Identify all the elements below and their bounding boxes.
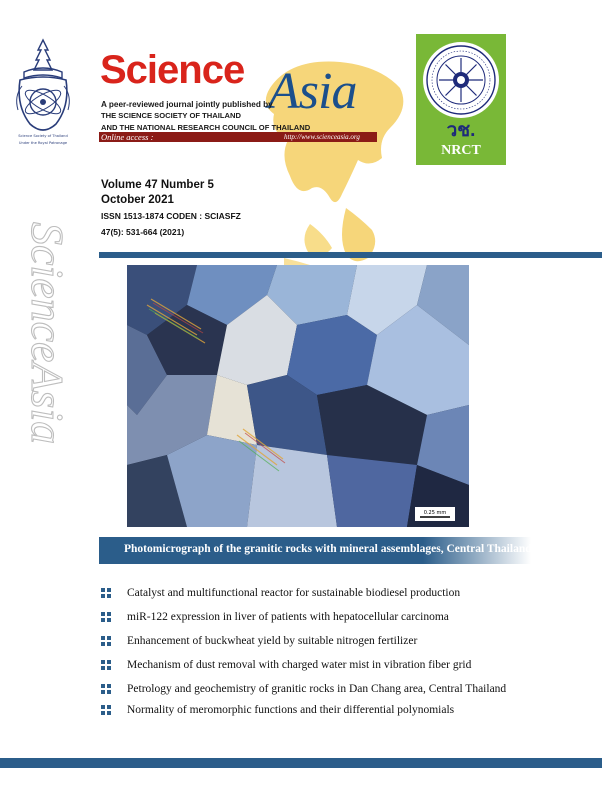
article-item[interactable] bbox=[101, 609, 449, 625]
bullet-icon bbox=[101, 660, 111, 670]
nrct-seal-icon bbox=[421, 40, 501, 120]
society-seal-logo bbox=[10, 36, 76, 148]
article-title: Normality of meromorphic functions and their differential polynomials bbox=[127, 704, 455, 716]
online-access-label: Online access : bbox=[101, 132, 154, 142]
cover-caption: Photomicrograph of the granitic rocks with mineral assemblages, Central Thailand bbox=[124, 543, 532, 555]
issue-issn: ISSN 1513-1874 CODEN : SCIASFZ bbox=[101, 211, 241, 221]
publisher-council: AND THE NATIONAL RESEARCH COUNCIL OF THAILAND bbox=[101, 123, 311, 132]
online-access-url[interactable]: http://www.scienceasia.org bbox=[284, 133, 360, 141]
article-title: Mechanism of dust removal with charged water mist in vibration fiber grid bbox=[127, 659, 472, 671]
bottom-divider bbox=[0, 758, 602, 768]
article-title: Catalyst and multifunctional reactor for sustainable biodiesel production bbox=[127, 587, 461, 599]
article-item[interactable] bbox=[101, 585, 460, 601]
spine-watermark-text: ScienceAsia bbox=[22, 222, 73, 445]
publisher-society: THE SCIENCE SOCIETY OF THAILAND bbox=[101, 111, 241, 120]
publisher-line: A peer-reviewed journal jointly published by bbox=[101, 100, 273, 109]
spine-watermark bbox=[18, 222, 73, 522]
scale-bar-label: 0.25 mm bbox=[423, 510, 447, 516]
top-divider bbox=[99, 252, 602, 258]
bullet-icon bbox=[101, 705, 111, 715]
article-item[interactable] bbox=[101, 681, 506, 697]
logo-asia-word: Asia bbox=[268, 63, 357, 120]
article-title: Enhancement of buckwheat yield by suitable nitrogen fertilizer bbox=[127, 635, 418, 647]
article-title: miR-122 expression in liver of patients with hepatocellular carcinoma bbox=[127, 611, 449, 623]
bullet-icon bbox=[101, 684, 111, 694]
cover-photomicrograph bbox=[127, 265, 469, 527]
issue-pages: 47(5): 531-664 (2021) bbox=[101, 227, 185, 237]
article-item[interactable] bbox=[101, 702, 454, 718]
seal-text-bottom: Under the Royal Patronage bbox=[18, 141, 68, 145]
bullet-icon bbox=[101, 612, 111, 622]
nrct-thai-abbrev: วช. bbox=[446, 120, 476, 141]
logo-science-word: Science bbox=[100, 48, 245, 92]
bullet-icon bbox=[101, 636, 111, 646]
article-item[interactable] bbox=[101, 633, 417, 649]
nrct-abbrev: NRCT bbox=[441, 143, 481, 158]
issue-volume: Volume 47 Number 5 bbox=[101, 179, 214, 191]
bullet-icon bbox=[101, 588, 111, 598]
article-item[interactable] bbox=[101, 657, 471, 673]
seal-text-top: Science Society of Thailand bbox=[18, 134, 68, 138]
issue-date: October 2021 bbox=[101, 194, 174, 206]
article-title: Petrology and geochemistry of granitic rocks in Dan Chang area, Central Thailand bbox=[127, 683, 507, 695]
